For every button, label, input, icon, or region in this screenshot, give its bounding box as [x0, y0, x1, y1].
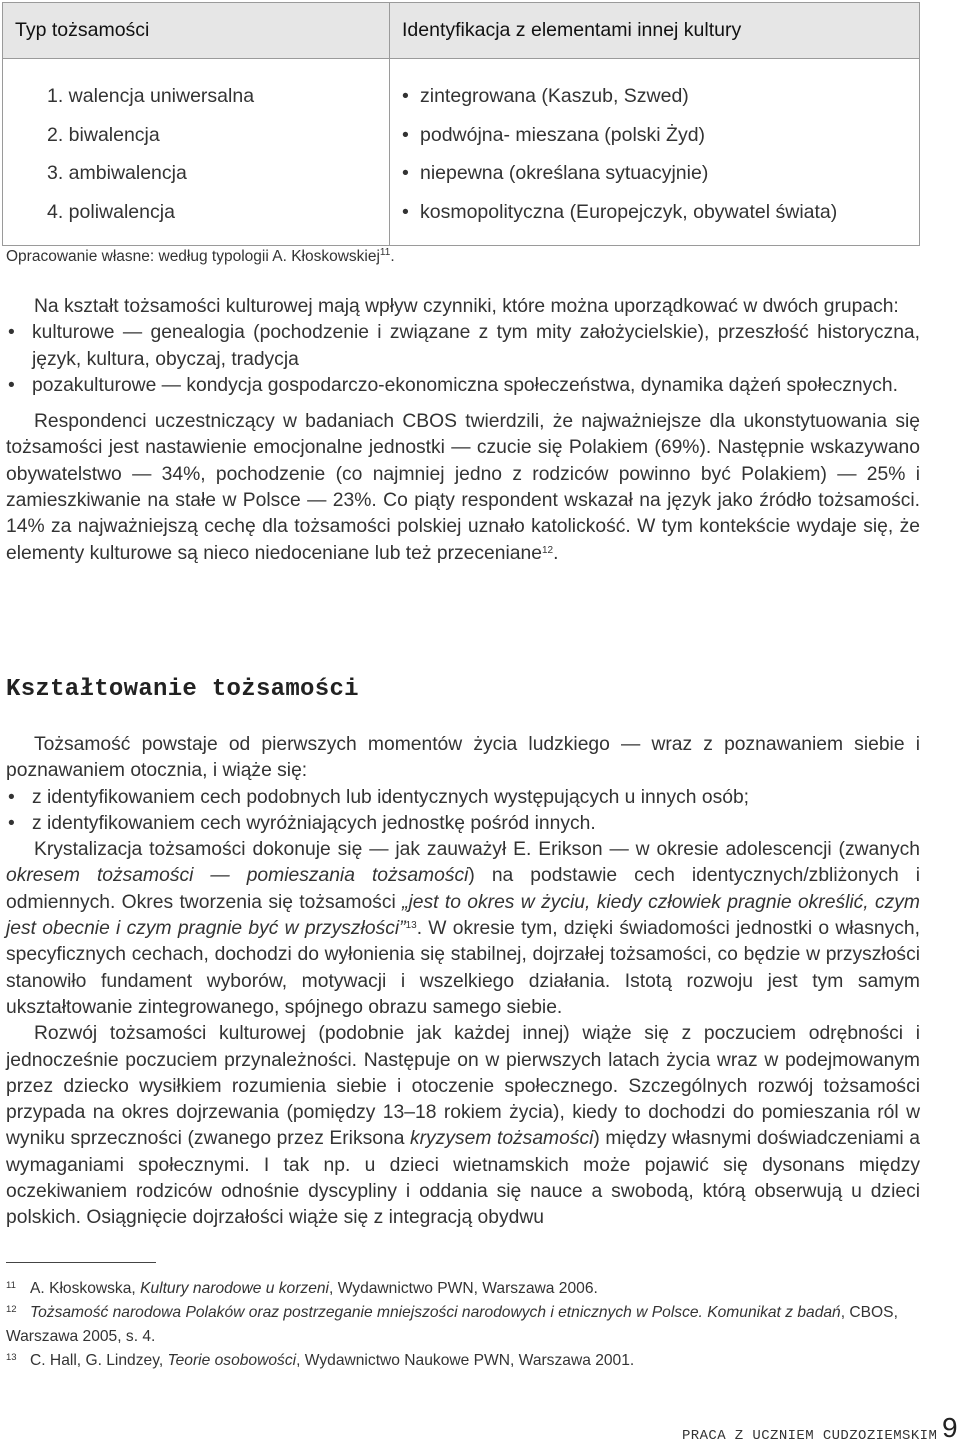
paragraph: Tożsamość powstaje od pierwszych momentów życia ludzkiego — wraz z poznawaniem siebie i poznawaniem otocznia, i wiąże się: [6, 734, 920, 782]
footnote-ref: 11 [379, 247, 391, 258]
paragraph: Na kształt tożsamości kulturowej mają wpływ czynniki, które można uporządkować w dwóch grupach: [34, 296, 899, 317]
section-heading: Kształtowanie tożsamości [6, 676, 359, 703]
list-item: • kosmopolityczna (Europejczyk, obywatel świata) [402, 193, 907, 232]
list-item: • pozakulturowe — kondycja gospodarczo-ekonomiczna społeczeństwa, dynamika dążeń społecznych. [6, 373, 920, 399]
section-factors [6, 294, 920, 567]
identity-type-list [3, 59, 390, 246]
list-item: 1. walencja uniwersalna [47, 85, 255, 107]
footnotes [6, 1277, 920, 1373]
table-header-identification: Identyfikacja z elementami innej kultury [390, 3, 920, 59]
bullet-icon: • [8, 812, 15, 834]
bullet-icon: • [8, 374, 15, 396]
section-identity-formation [6, 732, 920, 1232]
list-item: • podwójna- mieszana (polski Żyd) [402, 116, 907, 155]
list-item: • z identyfikowaniem cech wyróżniających jednostkę pośród innych. [6, 811, 920, 837]
table-row [3, 59, 920, 246]
bullet-icon: • [402, 85, 409, 107]
bullet-icon: • [8, 322, 15, 344]
footnote: $^{13}$ C. Hall, G. Lindzey, Teorie osobowości, Wydawnictwo Naukowe PWN, Warszawa 2001. [6, 1352, 635, 1369]
footnote-ref: 13 [405, 920, 417, 932]
list-item: 4. poliwalencja [47, 200, 175, 223]
table-source-caption: Opracowanie własne: według typologii A. Kłoskowskiej$^{11}$. [6, 247, 395, 265]
paragraph: Respondenci uczestniczący w badaniach CBOS twierdzili, że najważniejsze dla ukonstytuowania się tożsamości jest nastawienie emocjonalne jednostki — czucie się Polakiem (69%). Następnie wskazywano obywatelstwo — 34%, pochodzenie (co najmniej jedno z rodziców powinno być Polakiem) — 25% i zamieszkiwanie na stałe w Polsce — 23%. Co piąty respondent wskazał na język jako źródło tożsamości. 14% za najważniejszą cechę dla tożsamości polskiej uznało katolickość. W tym kontekście wydaje się, że elementy kulturowe są nieco niedoceniane lub też przeceniane$^{12}$. [6, 411, 920, 564]
paragraph: Krystalizacja tożsamości dokonuje się — jak zauważył E. Erikson — w okresie adolescencji (zwanych okresem tożsamości — pomieszania tożsamości) na podstawie cech identycznych/zbliżonych i odmiennych. Okres tworzenia się tożsamości „jest to okres w życiu, kiedy człowiek pragnie określić, czym jest obecnie i czym pragnie być w przyszłości”$^{13}$. W okresie tym, dzięki świadomości jednostki o własnych, specyficznych cechach, dochodzi do wyłonienia się stabilnej, dojrzałej tożsamości, co będzie w przyszłości stanowiło fundament wyborów, motywacji i wszelkiego działania. Istotą rozwoju jest tym samym ukształtowanie zintegrowanego, spójnego obrazu samego siebie. [6, 839, 921, 1018]
list-item: 3. ambiwalencja [47, 162, 187, 184]
paragraph: Rozwój tożsamości kulturowej (podobnie jak każdej innej) wiąże się z poczuciem odrębności i jednocześnie poczuciem przynależności. Następuje on w pierwszych latach życia wraz w podejmowanym przez dziecko wysiłkiem rozumienia siebie i otoczenie społecznego. Szczególnych rozwój tożsamości przypada na okres dojrzewania (pomiędzy 13–18 rokiem życia), kiedy to dochodzi do pomieszania ról w wyniku sprzeczności (zwanego przez Eriksona kryzysem tożsamości) między własnymi doświadczeniami a wymaganiami społecznymi. I tak np. u dzieci wietnamskich może pojawić się dysonans między oczekiwaniem rodziców odnośnie dyscypliny i oddania się nauce a swobodą, którą obserwują u dzieci polskich. Osiągnięcie dojrzałości wiąże się z integracją obydwu [6, 1023, 920, 1229]
list-item: 2. biwalencja [47, 123, 160, 146]
bullet-icon: • [8, 786, 15, 808]
bullet-icon: • [402, 162, 409, 184]
footnote: $^{12}$ Tożsamość narodowa Polaków oraz postrzeganie mniejszości narodowych i etnicznych w Polsce. Komunikat z badań, CBOS, Warszawa 2005, s. 4. [6, 1304, 898, 1345]
list-item: • kulturowe — genealogia (pochodzenie i związane z tym mity założycielskie), przeszłość historyczna, język, kultura, obyczaj, tradycja [8, 322, 920, 370]
bullet-icon: • [402, 123, 409, 146]
footnote: $^{11}$ A. Kłoskowska, Kultury narodowe u korzeni, Wydawnictwo PWN, Warszawa 2006. [6, 1280, 598, 1297]
identity-type-table [2, 2, 920, 246]
table-header-identity-type: Typ tożsamości [3, 3, 390, 59]
page-number: 9 [942, 1412, 958, 1443]
list-item: • zintegrowana (Kaszub, Szwed) [402, 77, 907, 116]
running-head: PRACA Z UCZNIEM CUDZOZIEMSKIM [682, 1428, 938, 1444]
table-header-row [3, 3, 920, 59]
list-item: • niepewna (określana sytuacyjnie) [402, 154, 907, 193]
bullet-icon: • [402, 200, 409, 223]
identification-list [390, 59, 920, 246]
footnote-divider [6, 1262, 156, 1263]
list-item: • z identyfikowaniem cech podobnych lub identycznych występujących u innych osób; [6, 785, 920, 811]
footnote-ref: 12 [541, 544, 554, 556]
